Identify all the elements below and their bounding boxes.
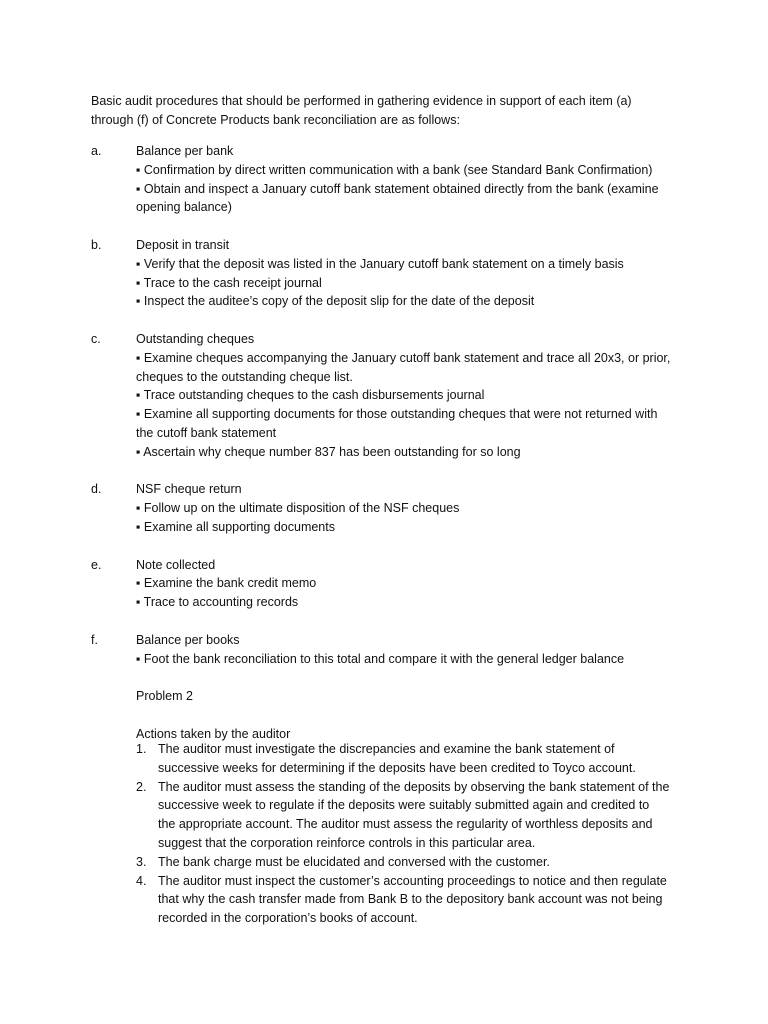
item-number: 1. — [136, 742, 147, 756]
section-line: ▪ Obtain and inspect a January cutoff bank statement obtained directly from the bank (examine — [136, 181, 659, 196]
section-marker: f. — [91, 632, 98, 647]
item-number: 4. — [136, 873, 147, 888]
section-line: the cutoff bank statement — [136, 425, 277, 440]
section-marker: c. — [91, 331, 101, 346]
section-f — [91, 631, 691, 669]
section-heading: Balance per books — [136, 632, 240, 647]
problem-header — [136, 687, 696, 743]
section-line: ▪ Trace to accounting records — [136, 595, 299, 610]
intro-line: through (f) of Concrete Products bank reconciliation are as follows: — [91, 112, 460, 127]
list-item — [136, 872, 696, 928]
item-line: suggest that the corporation reinforce controls in this particular area. — [158, 835, 536, 850]
section-line: ▪ Examine all supporting documents — [136, 519, 335, 534]
section-line: ▪ Confirmation by direct written communication with a bank (see Standard Bank Confirmation) — [136, 162, 653, 177]
section-marker: b. — [91, 237, 102, 252]
section-marker: e. — [91, 557, 102, 572]
item-line: The auditor must investigate the discrepancies and examine the bank statement of — [158, 742, 615, 756]
section-a — [91, 142, 691, 217]
section-d — [91, 480, 691, 536]
item-line: successive weeks for determining if the deposits have been credited to Toyco account. — [158, 760, 636, 775]
section-line: ▪ Verify that the deposit was listed in the January cutoff bank statement on a timely basis — [136, 256, 624, 271]
item-line: the appropriate account. The auditor must assess the regularity of worthless deposits and — [158, 817, 653, 832]
section-line: ▪ Ascertain why cheque number 837 has been outstanding for so long — [136, 444, 521, 459]
item-line: successive week to regulate if the deposits were suitably submitted again and credited to — [158, 798, 650, 813]
section-marker: d. — [91, 482, 102, 497]
problem-subtitle: Actions taken by the auditor — [136, 726, 291, 741]
section-heading: Deposit in transit — [136, 237, 230, 252]
list-item — [136, 778, 696, 853]
section-line: ▪ Trace outstanding cheques to the cash disbursements journal — [136, 388, 485, 403]
section-line: ▪ Foot the bank reconciliation to this total and compare it with the general ledger balance — [136, 651, 625, 666]
intro-line: Basic audit procedures that should be performed in gathering evidence in support of each item (a) — [91, 94, 632, 108]
item-line: recorded in the corporation’s books of account. — [158, 911, 418, 926]
section-line: ▪ Examine the bank credit memo — [136, 576, 317, 591]
section-line: opening balance) — [136, 200, 232, 215]
section-heading: NSF cheque return — [136, 482, 242, 497]
section-c — [91, 330, 691, 462]
auditor-actions-list — [136, 740, 696, 928]
section-line: ▪ Inspect the auditee’s copy of the deposit slip for the date of the deposit — [136, 294, 535, 309]
section-line: ▪ Examine cheques accompanying the January cutoff bank statement and trace all 20x3, or prior, — [136, 350, 671, 365]
section-line: ▪ Examine all supporting documents for those outstanding cheques that were not returned with — [136, 407, 658, 422]
section-b — [91, 236, 691, 311]
section-heading: Note collected — [136, 557, 216, 572]
problem-title: Problem 2 — [136, 689, 193, 703]
section-e — [91, 556, 691, 612]
section-heading: Outstanding cheques — [136, 331, 255, 346]
intro-paragraph — [91, 92, 691, 130]
section-line: cheques to the outstanding cheque list. — [136, 369, 353, 384]
item-line: The bank charge must be elucidated and conversed with the customer. — [158, 854, 550, 869]
item-line: that why the cash transfer made from Bank B to the depository bank account was not being — [158, 892, 663, 907]
section-marker: a. — [91, 144, 102, 158]
item-line: The auditor must assess the standing of the deposits by observing the bank statement of the — [158, 779, 670, 794]
list-item — [136, 740, 696, 778]
item-number: 3. — [136, 854, 147, 869]
section-line: ▪ Follow up on the ultimate disposition of the NSF cheques — [136, 501, 460, 516]
section-line: ▪ Trace to the cash receipt journal — [136, 275, 322, 290]
item-line: The auditor must inspect the customer’s accounting proceedings to notice and then regulate — [158, 873, 667, 888]
audit-procedures-list — [91, 142, 691, 668]
list-item — [136, 853, 696, 872]
section-heading: Balance per bank — [136, 144, 234, 158]
item-number: 2. — [136, 779, 147, 794]
